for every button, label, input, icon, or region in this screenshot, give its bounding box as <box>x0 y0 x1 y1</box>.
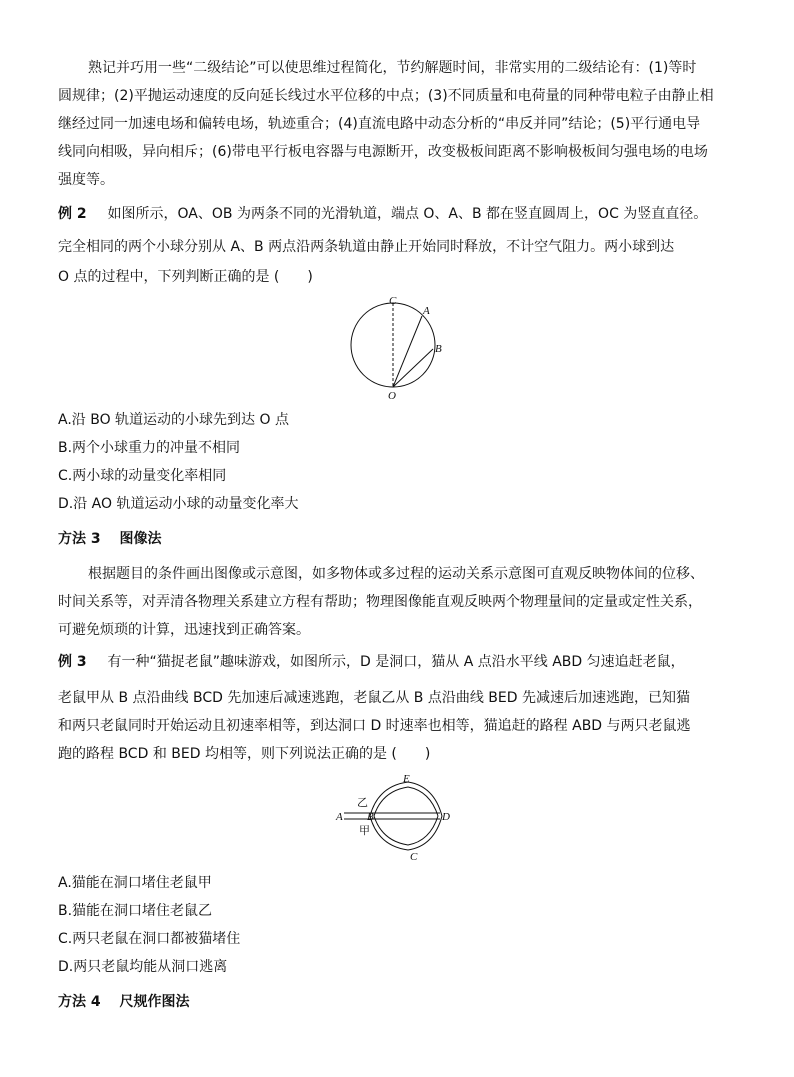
example3-option-a: A.猫能在洞口堵住老鼠甲 <box>58 875 212 891</box>
example2-line-2: 完全相同的两个小球分别从 A、B 两点沿两条轨道由静止开始同时释放，不计空气阻力。两小球到达 <box>58 239 675 255</box>
example3-option-c: C.两只老鼠在洞口都被猫堵住 <box>58 931 241 947</box>
label-yi: 乙 <box>357 796 368 809</box>
intro-line-4: 线同向相吸，异向相斥；(6)带电平行板电容器与电源断开，改变极板间距离不影响极板间匀强电场的电场 <box>58 144 708 160</box>
example3-option-d: D.两只老鼠均能从洞口逃离 <box>58 959 228 975</box>
example2-line-3: O 点的过程中，下列判断正确的是 ( ) <box>58 269 313 285</box>
intro-line-5: 强度等。 <box>58 172 114 188</box>
method3-line-2: 时间关系等，对弄清各物理关系建立方程有帮助；物理图像能直观反映两个物理量间的定量或定性关系， <box>58 594 702 610</box>
method3-line-3: 可避免烦琐的计算，迅速找到正确答案。 <box>58 622 310 638</box>
track-oa <box>393 316 422 387</box>
example3-question <box>58 652 685 672</box>
example3-line-1: 有一种“猫捉老鼠”趣味游戏，如图所示，D 是洞口，猫从 A 点沿水平线 ABD 匀速追赶老鼠， <box>107 654 685 670</box>
method4-heading <box>58 992 190 1012</box>
example2-option-b: B.两个小球重力的冲量不相同 <box>58 440 241 456</box>
example3-cat-mouse-figure <box>330 768 460 864</box>
method3-title: 图像法 <box>119 531 162 547</box>
example2-option-a: A.沿 BO 轨道运动的小球先到达 O 点 <box>58 412 289 428</box>
intro-line-1: 熟记并巧用一些“二级结论”可以使思维过程简化，节约解题时间，非常实用的二级结论有：(1)等时 <box>88 60 697 76</box>
example3-option-b: B.猫能在洞口堵住老鼠乙 <box>58 903 213 919</box>
method4-title: 尺规作图法 <box>119 994 190 1010</box>
example3-line-3: 和两只老鼠同时开始运动且初速率相等，到达洞口 D 时速率也相等，猫追赶的路程 ABD 与两只老鼠逃 <box>58 718 691 734</box>
example2-circle-figure <box>340 292 460 404</box>
method4-label: 方法 4 <box>58 994 101 1010</box>
label-d: D <box>442 811 450 823</box>
label-jia: 甲 <box>359 824 370 837</box>
example2-question <box>58 204 707 224</box>
example2-line-1: 如图所示，OA、OB 为两条不同的光滑轨道，端点 O、A、B 都在竖直圆周上，OC 为竖直直径。 <box>107 206 708 222</box>
example3-line-4: 跑的路程 BCD 和 BED 均相等，则下列说法正确的是 ( ) <box>58 746 431 762</box>
method3-heading <box>58 529 162 549</box>
intro-line-2: 圆规律；(2)平抛运动速度的反向延长线过水平位移的中点；(3)不同质量和电荷量的同种带电粒子由静止相 <box>58 88 714 104</box>
label-c: C <box>389 295 397 307</box>
method3-line-1: 根据题目的条件画出图像或示意图，如多物体或多过程的运动关系示意图可直观反映物体间的位移、 <box>88 566 704 582</box>
example3-label: 例 3 <box>58 654 87 670</box>
example3-line-2: 老鼠甲从 B 点沿曲线 BCD 先加速后减速逃跑，老鼠乙从 B 点沿曲线 BED 先减速后加速逃跑，已知猫 <box>58 690 690 706</box>
label-o: O <box>388 390 396 402</box>
intro-line-3: 继经过同一加速电场和偏转电场，轨迹重合；(4)直流电路中动态分析的“串反并同”结论；(5)平行通电导 <box>58 116 701 132</box>
example2-option-c: C.两小球的动量变化率相同 <box>58 468 227 484</box>
example2-label: 例 2 <box>58 206 87 222</box>
label-b: B <box>435 343 442 355</box>
label-b3: B <box>367 811 374 823</box>
label-a3: A <box>336 811 343 823</box>
track-ob <box>393 349 433 387</box>
example2-option-d: D.沿 AO 轨道运动小球的动量变化率大 <box>58 496 299 512</box>
method3-label: 方法 3 <box>58 531 101 547</box>
label-c3: C <box>410 851 418 863</box>
label-e: E <box>403 773 410 785</box>
label-a: A <box>423 305 430 317</box>
